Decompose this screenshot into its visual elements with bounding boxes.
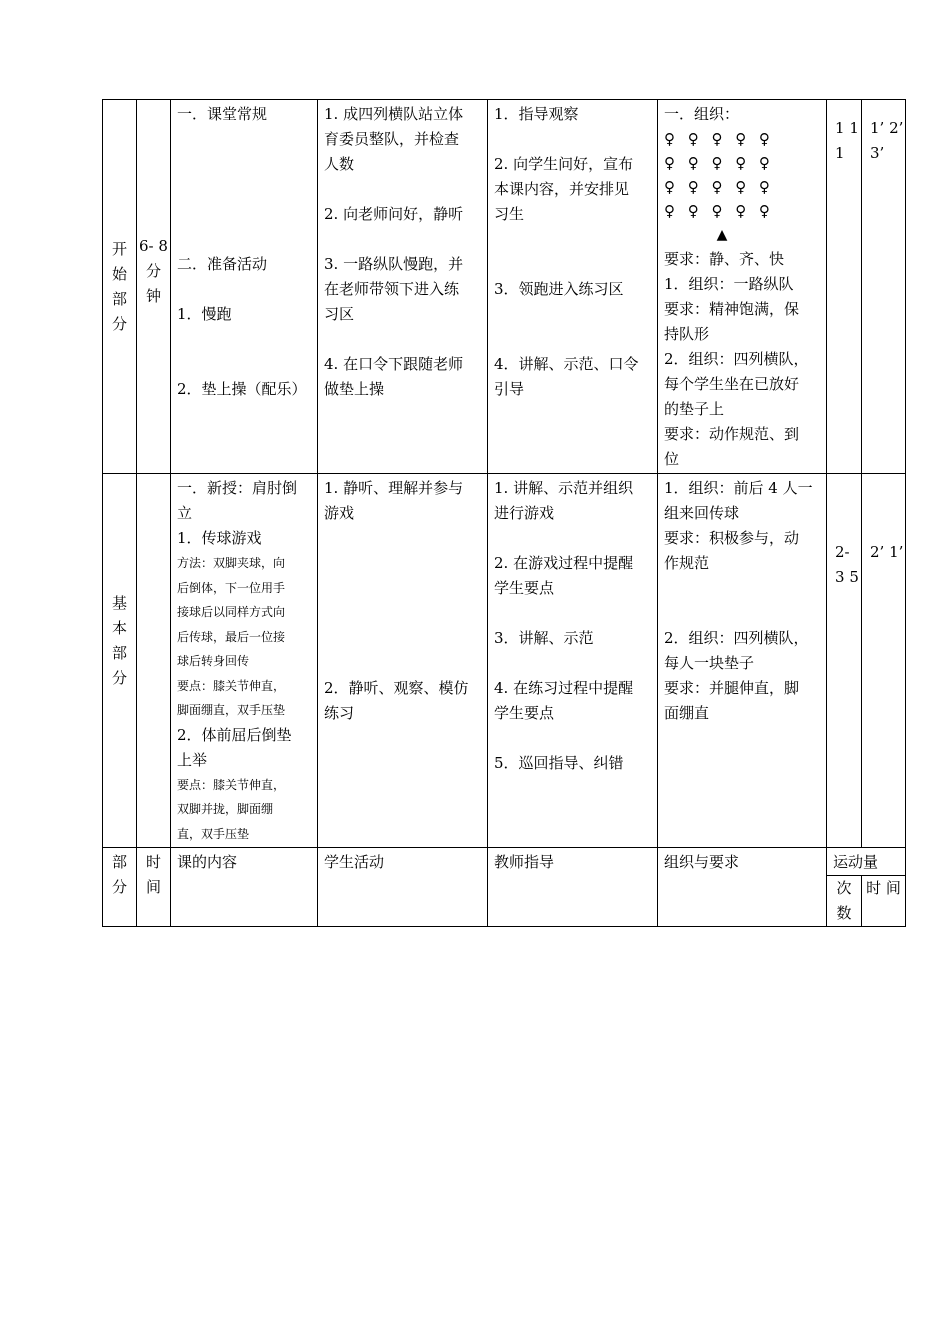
student-line: 习区 xyxy=(324,305,355,323)
content-item: 2．垫上操（配乐） xyxy=(177,380,307,398)
formation-row: ♀ ♀ ♀ ♀ ♀ xyxy=(664,178,774,196)
count-cell-start xyxy=(827,100,862,474)
time-cell-basic xyxy=(137,474,171,848)
section-char: 开 xyxy=(111,239,127,258)
org-line: 2．组织：四列横队， xyxy=(664,629,809,647)
header-text: 部 xyxy=(111,853,127,871)
student-line: 做垫上操 xyxy=(324,380,385,398)
header-teacher xyxy=(488,848,658,927)
header-section xyxy=(103,848,137,927)
teacher-line: 1. 讲解、示范并组织 xyxy=(494,479,634,497)
count-value: 3 xyxy=(835,568,845,586)
org-line: 面绷直 xyxy=(664,704,710,722)
header-text: 运动量 xyxy=(833,853,879,871)
teacher-line: 进行游戏 xyxy=(494,504,555,522)
teacher-cell-basic xyxy=(488,474,658,848)
student-cell-basic xyxy=(318,474,488,848)
count-value: 5 xyxy=(849,568,859,586)
content-item: 一．课堂常规 xyxy=(177,105,268,123)
header-text: 间 xyxy=(145,878,161,896)
teacher-position-icon: ▲ xyxy=(716,227,728,243)
section-char: 部 xyxy=(111,289,127,308)
org-line: 作规范 xyxy=(664,554,710,572)
teacher-line: 学生要点 xyxy=(494,579,555,597)
teacher-line: 3．讲解、示范 xyxy=(494,629,594,647)
count-value: 2- xyxy=(835,543,850,561)
student-line: 育委员整队，并检查 xyxy=(324,130,460,148)
student-line: 3. 一路纵队慢跑，并 xyxy=(324,255,464,273)
org-line: 1．组织：前后 4 人一 xyxy=(664,479,813,497)
content-item: 上举 xyxy=(177,750,208,769)
student-line: 人数 xyxy=(324,155,355,173)
duration-value: 2’ xyxy=(889,119,904,137)
row-start-section xyxy=(103,100,906,474)
org-line: 要求：动作规范、到 xyxy=(664,425,800,443)
header-text: 数 xyxy=(836,904,852,922)
section-char: 分 xyxy=(111,314,127,333)
content-item: 一．新授：肩肘倒 xyxy=(177,479,298,497)
student-line: 1. 静听、理解并参与 xyxy=(324,479,464,497)
time-char: 分 xyxy=(145,262,161,280)
teacher-line: 2. 在游戏过程中提醒 xyxy=(494,554,634,572)
method-line: 后传球，最后一位接 xyxy=(177,629,286,644)
points-line: 直，双手压垫 xyxy=(177,826,250,841)
formation-row: ♀ ♀ ♀ ♀ ♀ xyxy=(664,202,774,220)
time-cell-start xyxy=(137,100,171,474)
points-line: 脚面绷直，双手压垫 xyxy=(177,703,286,717)
teacher-line: 5．巡回指导、纠错 xyxy=(494,754,624,772)
section-cell-start xyxy=(103,100,137,474)
header-text: 间 xyxy=(885,879,901,897)
content-cell-start xyxy=(171,100,318,474)
content-cell-basic xyxy=(171,474,318,848)
duration-value: 1’ xyxy=(889,543,904,561)
teacher-line: 学生要点 xyxy=(494,704,555,722)
duration-value: 1’ xyxy=(870,119,885,137)
student-cell-start xyxy=(318,100,488,474)
count-value: 1 xyxy=(835,144,845,162)
section-char: 部 xyxy=(111,643,127,662)
header-text: 组织与要求 xyxy=(664,853,740,871)
teacher-cell-start xyxy=(488,100,658,474)
teacher-line: 引导 xyxy=(494,380,525,398)
content-item: 1．慢跑 xyxy=(177,305,232,323)
teacher-line: 2. 向学生问好，宣布 xyxy=(494,155,634,173)
formation-row: ♀ ♀ ♀ ♀ ♀ xyxy=(664,154,774,172)
student-line: 练习 xyxy=(324,704,355,722)
method-line: 后倒体，下一位用手 xyxy=(177,580,286,595)
content-item: 立 xyxy=(177,504,193,522)
org-line: 每人一块垫子 xyxy=(664,654,755,672)
duration-value: 2’ xyxy=(870,543,885,561)
header-student xyxy=(318,848,488,927)
count-value: 1 xyxy=(849,119,859,137)
points-line: 要点：膝关节伸直， xyxy=(177,777,286,792)
teacher-line: 习生 xyxy=(494,205,525,223)
section-cell-basic xyxy=(103,474,137,848)
teacher-line: 4．讲解、示范、口令 xyxy=(494,355,639,373)
org-line: 要求：精神饱满，保 xyxy=(664,300,800,318)
method-line: 方法：双脚夹球，向 xyxy=(177,556,286,570)
header-count xyxy=(827,876,862,927)
header-text: 次 xyxy=(836,879,852,897)
org-line: 1．组织：一路纵队 xyxy=(664,275,794,293)
duration-cell-basic xyxy=(862,474,906,848)
org-line: 要求：静、齐、快 xyxy=(664,250,785,268)
org-line: 2．组织：四列横队， xyxy=(664,350,809,368)
student-line: 游戏 xyxy=(324,504,355,522)
content-item: 二．准备活动 xyxy=(177,255,268,273)
org-line: 要求：并腿伸直，脚 xyxy=(664,679,800,697)
header-text: 分 xyxy=(111,878,127,896)
time-char: 8 xyxy=(158,237,168,255)
header-load xyxy=(827,848,906,876)
org-line: 每个学生坐在已放好 xyxy=(664,375,800,393)
student-line: 2．静听、观察、模仿 xyxy=(324,679,469,697)
time-char: 钟 xyxy=(145,287,161,305)
student-line: 1. 成四列横队站立体 xyxy=(324,105,464,123)
header-text: 学生活动 xyxy=(324,853,385,871)
table-header-row xyxy=(103,848,906,876)
org-line: 位 xyxy=(664,450,680,468)
section-char: 分 xyxy=(111,668,127,687)
section-char: 始 xyxy=(111,264,127,283)
points-line: 要点：膝关节伸直， xyxy=(177,678,286,693)
org-title: 一．组织： xyxy=(664,105,740,123)
teacher-line: 1．指导观察 xyxy=(494,105,579,123)
org-cell-start xyxy=(658,100,827,474)
org-cell-basic xyxy=(658,474,827,848)
row-basic-section xyxy=(103,474,906,848)
teacher-line: 4. 在练习过程中提醒 xyxy=(494,679,634,697)
org-line: 持队形 xyxy=(664,325,710,343)
duration-value: 3’ xyxy=(870,144,885,162)
content-item: 1．传球游戏 xyxy=(177,529,262,547)
count-value: 1 xyxy=(835,119,845,137)
header-text: 教师指导 xyxy=(494,853,555,871)
student-line: 4. 在口令下跟随老师 xyxy=(324,355,464,373)
points-line: 双脚并拢，脚面绷 xyxy=(177,802,274,816)
count-cell-basic xyxy=(827,474,862,848)
header-org xyxy=(658,848,827,927)
teacher-line: 3．领跑进入练习区 xyxy=(494,280,624,298)
content-item: 2．体前屈后倒垫 xyxy=(177,725,292,744)
header-duration xyxy=(862,876,906,927)
section-char: 本 xyxy=(111,618,127,637)
lesson-plan-table xyxy=(102,99,906,927)
header-time xyxy=(137,848,171,927)
org-line: 要求：积极参与，动 xyxy=(664,529,800,547)
header-text: 课的内容 xyxy=(177,853,238,871)
method-line: 球后转身回传 xyxy=(177,654,250,668)
header-content xyxy=(171,848,318,927)
student-line: 在老师带领下进入练 xyxy=(324,280,460,298)
org-line: 组来回传球 xyxy=(664,504,740,522)
formation-row: ♀ ♀ ♀ ♀ ♀ xyxy=(664,130,774,148)
student-line: 2. 向老师问好，静听 xyxy=(324,205,464,223)
method-line: 接球后以同样方式向 xyxy=(177,605,286,619)
header-text: 时 xyxy=(145,853,161,871)
org-line: 的垫子上 xyxy=(664,400,725,418)
time-char: 6- xyxy=(139,237,154,255)
duration-cell-start xyxy=(862,100,906,474)
formation-diagram xyxy=(664,127,820,247)
teacher-line: 本课内容，并安排见 xyxy=(494,180,630,198)
section-char: 基 xyxy=(111,593,127,612)
header-text: 时 xyxy=(866,879,882,897)
